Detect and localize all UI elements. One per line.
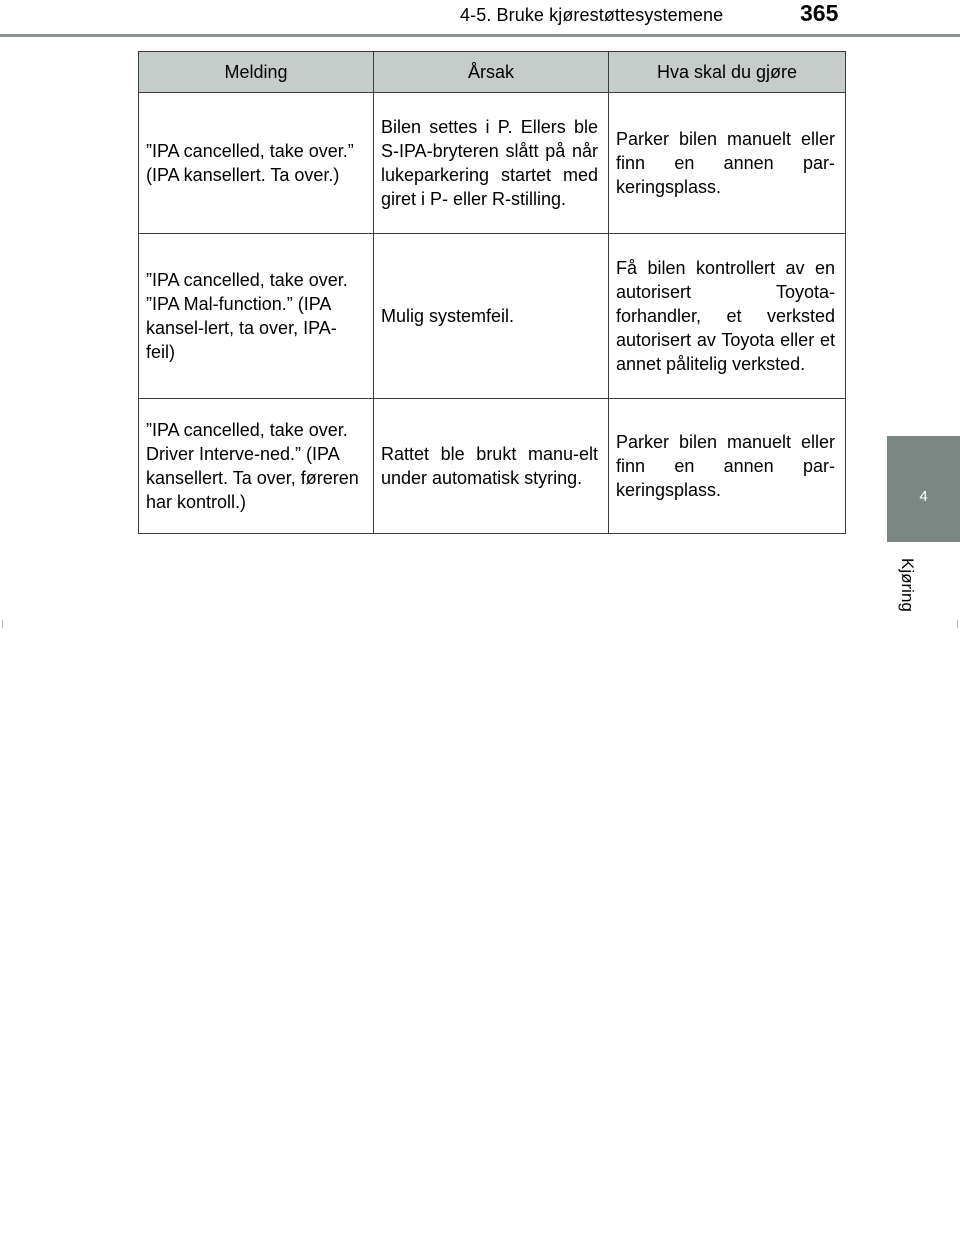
cause-cell: Rattet ble brukt manu-elt under automatisk styring. xyxy=(374,399,609,534)
table-row xyxy=(139,399,846,534)
column-header-action: Hva skal du gjøre xyxy=(609,52,846,93)
column-header-cause: Årsak xyxy=(374,52,609,93)
table-row xyxy=(139,234,846,399)
crop-mark-right xyxy=(957,620,958,628)
page-number: 365 xyxy=(800,0,839,26)
header-rule xyxy=(0,34,960,37)
section-title: 4-5. Bruke kjørestøttesystemene xyxy=(460,5,724,25)
action-cell: Parker bilen manuelt eller finn en annen par-keringsplass. xyxy=(609,93,846,234)
cause-cell: Mulig systemfeil. xyxy=(374,234,609,399)
message-cell: ”IPA cancelled, take over.” (IPA kansellert. Ta over.) xyxy=(139,93,374,234)
crop-mark-left xyxy=(2,620,3,628)
chapter-title: Kjøring xyxy=(898,558,917,612)
message-cell: ”IPA cancelled, take over. Driver Interve-ned.” (IPA kansellert. Ta over, føreren har kontroll.) xyxy=(139,399,374,534)
table-header-row xyxy=(139,52,846,93)
table-row xyxy=(139,93,846,234)
message-table xyxy=(138,51,846,534)
column-header-message: Melding xyxy=(139,52,374,93)
action-cell: Få bilen kontrollert av en autorisert Toyota-forhandler, et verksted autorisert av Toyota eller et annet pålitelig verksted. xyxy=(609,234,846,399)
chapter-number: 4 xyxy=(919,488,928,505)
action-cell: Parker bilen manuelt eller finn en annen par-keringsplass. xyxy=(609,399,846,534)
message-cell: ”IPA cancelled, take over. ”IPA Mal-function.” (IPA kansel-lert, ta over, IPA-feil) xyxy=(139,234,374,399)
chapter-tab xyxy=(887,436,960,542)
cause-cell: Bilen settes i P. Ellers ble S-IPA-bryteren slått på når lukeparkering startet med giret i P- eller R-stilling. xyxy=(374,93,609,234)
